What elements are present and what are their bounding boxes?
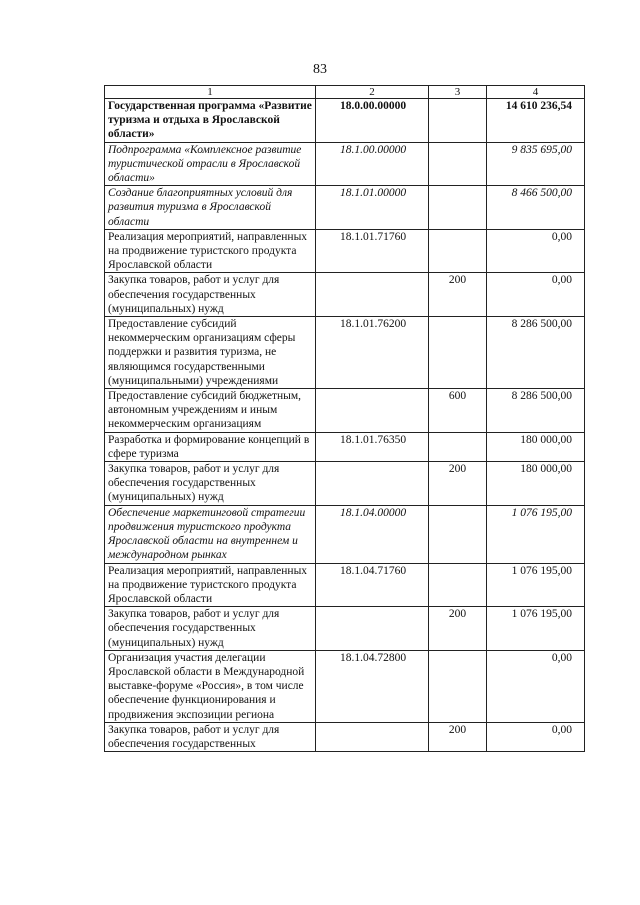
row-code-cell: 18.1.01.71760 xyxy=(316,229,429,273)
row-code-cell xyxy=(316,722,429,751)
row-code-cell: 18.0.00.00000 xyxy=(316,99,429,143)
row-type-cell xyxy=(429,229,487,273)
row-type-cell xyxy=(429,142,487,186)
header-col-3: 3 xyxy=(429,86,487,99)
table-row xyxy=(105,462,585,506)
table-header-row xyxy=(105,86,585,99)
row-amount-cell: 0,00 xyxy=(487,273,585,317)
row-code-cell: 18.1.00.00000 xyxy=(316,142,429,186)
row-name-cell: Закупка товаров, работ и услуг для обеспечения государственных (муниципальных) нужд xyxy=(105,273,316,317)
row-name-cell: Разработка и формирование концепций в сфере туризма xyxy=(105,432,316,461)
row-amount-cell: 14 610 236,54 xyxy=(487,99,585,143)
table-row xyxy=(105,607,585,651)
table-row xyxy=(105,650,585,722)
row-type-cell: 200 xyxy=(429,273,487,317)
row-name-cell: Предоставление субсидий бюджетным, автономным учреждениям и иным некоммерческим организациям xyxy=(105,389,316,433)
row-code-cell: 18.1.01.00000 xyxy=(316,186,429,230)
row-amount-cell: 8 286 500,00 xyxy=(487,317,585,389)
row-amount-cell: 1 076 195,00 xyxy=(487,563,585,607)
row-type-cell xyxy=(429,186,487,230)
budget-table xyxy=(104,85,585,752)
header-col-1: 1 xyxy=(105,86,316,99)
table-row xyxy=(105,563,585,607)
row-name-cell: Организация участия делегации Ярославской области в Международной выставке-форуме «Россия», в том числе обеспечение функционирования и продвижения экспозиции региона xyxy=(105,650,316,722)
table-row xyxy=(105,273,585,317)
row-code-cell: 18.1.04.72800 xyxy=(316,650,429,722)
row-code-cell: 18.1.04.00000 xyxy=(316,505,429,563)
row-name-cell: Обеспечение маркетинговой стратегии продвижения туристского продукта Ярославской области на внутреннем и международном рынках xyxy=(105,505,316,563)
row-amount-cell: 9 835 695,00 xyxy=(487,142,585,186)
row-name-cell: Государственная программа «Развитие туризма и отдыха в Ярославской области» xyxy=(105,99,316,143)
row-type-cell xyxy=(429,432,487,461)
table-row xyxy=(105,229,585,273)
row-type-cell: 200 xyxy=(429,607,487,651)
row-type-cell xyxy=(429,317,487,389)
row-name-cell: Реализация мероприятий, направленных на продвижение туристского продукта Ярославской области xyxy=(105,229,316,273)
row-code-cell xyxy=(316,273,429,317)
table-row xyxy=(105,722,585,751)
row-amount-cell: 180 000,00 xyxy=(487,432,585,461)
row-name-cell: Реализация мероприятий, направленных на продвижение туристского продукта Ярославской области xyxy=(105,563,316,607)
table-row xyxy=(105,389,585,433)
row-code-cell: 18.1.01.76350 xyxy=(316,432,429,461)
row-type-cell xyxy=(429,505,487,563)
row-amount-cell: 8 466 500,00 xyxy=(487,186,585,230)
row-name-cell: Закупка товаров, работ и услуг для обеспечения государственных (муниципальных) нужд xyxy=(105,462,316,506)
row-code-cell xyxy=(316,462,429,506)
row-amount-cell: 0,00 xyxy=(487,722,585,751)
row-amount-cell: 0,00 xyxy=(487,650,585,722)
table-row xyxy=(105,142,585,186)
row-type-cell: 600 xyxy=(429,389,487,433)
row-type-cell: 200 xyxy=(429,462,487,506)
page-number: 83 xyxy=(313,62,327,77)
row-code-cell xyxy=(316,607,429,651)
table-row xyxy=(105,432,585,461)
table-row xyxy=(105,505,585,563)
row-type-cell xyxy=(429,650,487,722)
row-type-cell xyxy=(429,563,487,607)
table-row xyxy=(105,317,585,389)
row-code-cell: 18.1.04.71760 xyxy=(316,563,429,607)
row-code-cell: 18.1.01.76200 xyxy=(316,317,429,389)
row-amount-cell: 8 286 500,00 xyxy=(487,389,585,433)
row-name-cell: Предоставление субсидий некоммерческим организациям сферы поддержки и развития туризма, не являющимся государственными (муниципальными) учреждениями xyxy=(105,317,316,389)
row-type-cell: 200 xyxy=(429,722,487,751)
table-row xyxy=(105,99,585,143)
header-col-4: 4 xyxy=(487,86,585,99)
row-name-cell: Создание благоприятных условий для развития туризма в Ярославской области xyxy=(105,186,316,230)
row-type-cell xyxy=(429,99,487,143)
header-col-2: 2 xyxy=(316,86,429,99)
row-code-cell xyxy=(316,389,429,433)
row-amount-cell: 1 076 195,00 xyxy=(487,607,585,651)
row-amount-cell: 180 000,00 xyxy=(487,462,585,506)
row-name-cell: Закупка товаров, работ и услуг для обеспечения государственных (муниципальных) нужд xyxy=(105,607,316,651)
row-amount-cell: 1 076 195,00 xyxy=(487,505,585,563)
table-row xyxy=(105,186,585,230)
row-amount-cell: 0,00 xyxy=(487,229,585,273)
row-name-cell: Закупка товаров, работ и услуг для обеспечения государственных xyxy=(105,722,316,751)
row-name-cell: Подпрограмма «Комплексное развитие туристической отрасли в Ярославской области» xyxy=(105,142,316,186)
